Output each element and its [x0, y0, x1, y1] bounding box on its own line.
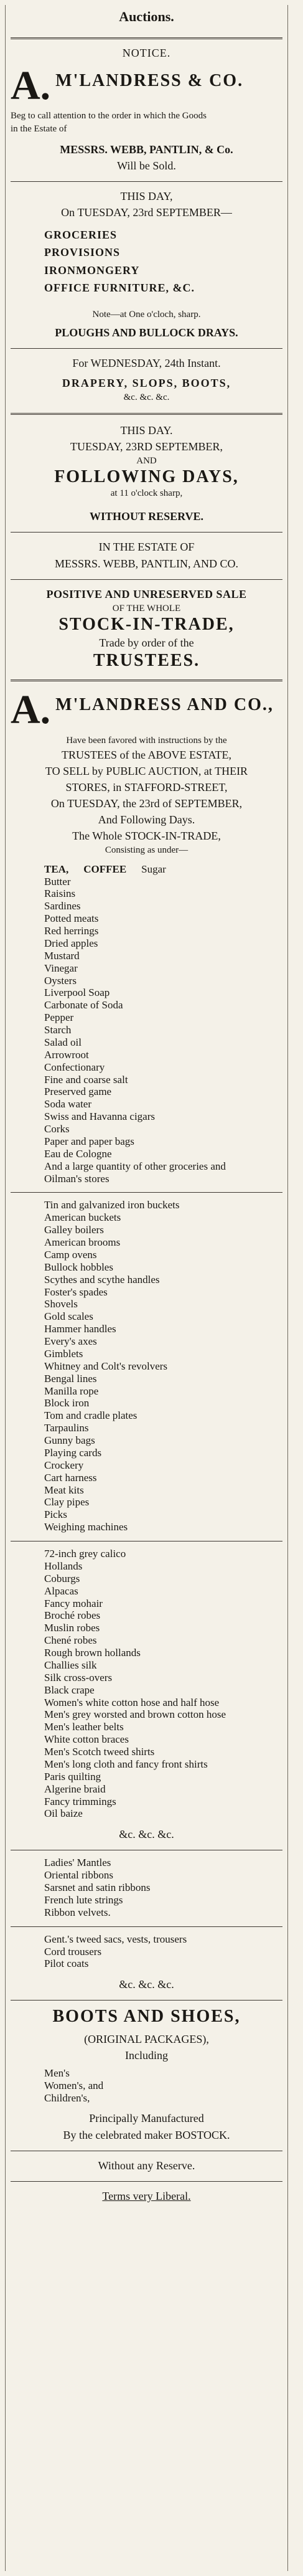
drapery-line: DRAPERY, SLOPS, BOOTS, — [62, 377, 231, 390]
list-item: Weighing machines — [44, 1521, 128, 1533]
list-item: Hammer handles — [44, 1323, 116, 1335]
list-item: Foster's spades — [44, 1286, 108, 1298]
goods-list — [44, 227, 282, 295]
third-notice-auctioneer-line — [11, 687, 282, 733]
list-item: Women's, and — [44, 2079, 104, 2091]
list-item: Paris quilting — [44, 1770, 101, 1783]
list-item: Playing cards — [44, 1446, 102, 1459]
sugar-label: Sugar — [141, 863, 166, 875]
list-item: Every's axes — [44, 1335, 97, 1348]
list-item: Ladies' Mantles — [44, 1857, 111, 1869]
auctioneer-name-2: M'LANDRESS AND CO., — [55, 695, 274, 715]
etc-line-2: &c. &c. &c. — [119, 1978, 174, 1991]
divider-1 — [11, 181, 282, 182]
list-item: Oil baize — [44, 1807, 83, 1820]
list-item: Pepper — [44, 1011, 74, 1024]
divider-13 — [11, 2181, 282, 2182]
divider-11 — [11, 2000, 282, 2001]
list-item: Shovels — [44, 1298, 78, 1310]
goods-item-groceries: GROCERIES — [44, 229, 118, 242]
stock-in-trade-heading: STOCK-IN-TRADE, — [58, 615, 235, 635]
divider-2 — [11, 348, 282, 349]
list-item: Confectionary — [44, 1061, 105, 1073]
intro-line-1: Have been favored with instructions by the — [66, 735, 227, 746]
list-item: And a large quantity of other groceries and — [44, 1160, 226, 1172]
original-packages: (ORIGINAL PACKAGES), — [84, 2032, 209, 2045]
divider-3 — [11, 413, 282, 415]
positive-sale: POSITIVE AND UNRESERVED SALE — [46, 587, 247, 600]
list-item: Gunny bags — [44, 1434, 95, 1447]
intro-line-3: TO SELL by PUBLIC AUCTION, at THEIR — [45, 764, 248, 777]
estate-heading-1: IN THE ESTATE OF — [98, 541, 195, 554]
list-item: Liverpool Soap — [44, 987, 110, 999]
list-item: Preserved game — [44, 1086, 112, 1098]
intro-line-6: And Following Days. — [98, 813, 195, 826]
auctioneer-name: M'LANDRESS & CO. — [55, 71, 244, 91]
divider-10 — [11, 1926, 282, 1927]
top-double-rule — [11, 37, 282, 39]
list-item: Challies silk — [44, 1659, 97, 1671]
second-this-day: THIS DAY. — [120, 424, 173, 437]
wednesday-line: For WEDNESDAY, 24th Instant. — [72, 357, 221, 370]
final-without-reserve: Without any Reserve. — [98, 2159, 195, 2172]
first-this-day: THIS DAY, — [120, 190, 173, 203]
intro-line-7: The Whole STOCK-IN-TRADE, — [72, 830, 221, 843]
list-item: Butter — [44, 875, 71, 888]
drapery-etc: &c. &c. &c. — [123, 392, 170, 403]
list-item: Manilla rope — [44, 1385, 99, 1397]
list-item: Rough brown hollands — [44, 1647, 141, 1659]
list-item: Men's leather belts — [44, 1721, 124, 1733]
list-item: Fine and coarse salt — [44, 1073, 128, 1086]
list-item: 72-inch grey calico — [44, 1548, 126, 1560]
list-item: Bullock hobbles — [44, 1261, 113, 1273]
coffee-label: COFFEE — [83, 863, 127, 875]
of-the-whole: OF THE WHOLE — [112, 603, 181, 613]
second-date: TUESDAY, 23RD SEPTEMBER, — [70, 440, 223, 453]
trustees-heading: TRUSTEES. — [93, 651, 200, 671]
list-item: Gent.'s tweed sacs, vests, trousers — [44, 1933, 187, 1945]
terms-line: Terms very Liberal. — [102, 2189, 191, 2202]
first-notice-heading: NOTICE. — [122, 47, 171, 60]
list-item: Mustard — [44, 949, 80, 962]
divider-6 — [11, 680, 282, 681]
list-item: Arrowroot — [44, 1048, 89, 1061]
list-item: Meat kits — [44, 1484, 84, 1496]
list-item: Oriental ribbons — [44, 1869, 113, 1882]
second-and: AND — [136, 455, 157, 466]
drop-cap-letter: A. — [11, 63, 51, 109]
intro-line-2: TRUSTEES of the ABOVE ESTATE, — [61, 748, 232, 761]
list-item: French lute strings — [44, 1893, 123, 1906]
ploughs-drays: PLOUGHS AND BULLOCK DRAYS. — [55, 326, 238, 339]
goods-item-ironmongery: IRONMONGERY — [44, 263, 140, 277]
list-item: Block iron — [44, 1397, 90, 1409]
list-item: Eau de Cologne — [44, 1147, 112, 1160]
list-item: American brooms — [44, 1236, 121, 1249]
section-title: Auctions. — [119, 9, 174, 24]
list-item: Tom and cradle plates — [44, 1409, 138, 1422]
list-item: Crockery — [44, 1459, 84, 1471]
list-item: Broché robes — [44, 1609, 101, 1622]
list-item: White cotton braces — [44, 1733, 129, 1746]
list-item: Cart harness — [44, 1471, 97, 1484]
list-item: Picks — [44, 1508, 67, 1521]
list-item: Oysters — [44, 974, 77, 987]
drapery-list — [44, 1548, 282, 1820]
groceries-list — [44, 863, 282, 1185]
list-item: Carbonate of Soda — [44, 999, 123, 1011]
list-item: Paper and paper bags — [44, 1135, 134, 1147]
list-item: Ribbon velvets. — [44, 1906, 111, 1918]
list-item: Bengal lines — [44, 1372, 97, 1385]
list-item: Chené robes — [44, 1634, 97, 1647]
list-item: Red herrings — [44, 925, 99, 937]
list-item: Men's Scotch tweed shirts — [44, 1746, 155, 1758]
including: Including — [125, 2048, 168, 2062]
drop-cap-letter-2: A. — [11, 687, 51, 733]
list-item: Starch — [44, 1024, 72, 1036]
list-item: Fancy mohair — [44, 1597, 103, 1609]
principally-manufactured: Principally Manufactured — [89, 2112, 204, 2125]
tea-label: TEA, — [44, 863, 69, 875]
list-item: Scythes and scythe handles — [44, 1273, 160, 1286]
list-item: Corks — [44, 1123, 70, 1135]
boots-list — [44, 2067, 282, 2105]
etc-line-1: &c. &c. &c. — [119, 1828, 174, 1841]
notice-text-line-1: Beg to call attention to the order in which the Goods — [11, 111, 207, 121]
first-notice-auctioneer-line — [11, 63, 282, 109]
following-days: FOLLOWING DAYS, — [54, 466, 239, 486]
divider-7 — [11, 1192, 282, 1193]
newspaper-column — [5, 5, 288, 2571]
list-item: Hollands — [44, 1560, 83, 1572]
divider-4 — [11, 532, 282, 533]
list-item: Vinegar — [44, 962, 78, 974]
list-item: Raisins — [44, 888, 76, 900]
second-without-reserve: WITHOUT RESERVE. — [89, 510, 204, 523]
boots-shoes-heading: BOOTS AND SHOES, — [52, 2007, 241, 2027]
list-item: Potted meats — [44, 912, 99, 925]
list-item: Gimblets — [44, 1347, 83, 1360]
list-item: Silk cross-overs — [44, 1671, 113, 1683]
list-item: Men's — [44, 2067, 70, 2079]
list-item: Clay pipes — [44, 1496, 90, 1508]
intro-line-5: On TUESDAY, the 23rd of SEPTEMBER, — [50, 797, 243, 810]
list-item: Algerine braid — [44, 1783, 106, 1795]
second-time: at 11 o'clock sharp, — [110, 488, 183, 499]
list-item: Men's grey worsted and brown cotton hose — [44, 1708, 226, 1721]
list-item: Gold scales — [44, 1310, 93, 1323]
notice-text-line-2: in the Estate of — [11, 123, 67, 134]
trade-order: Trade by order of the — [99, 637, 194, 650]
list-item: Black crape — [44, 1683, 95, 1696]
list-item: Men's long cloth and fancy front shirts — [44, 1758, 208, 1770]
list-item: Whitney and Colt's revolvers — [44, 1360, 168, 1372]
will-be-sold: Will be Sold. — [117, 159, 176, 173]
list-item: Alpacas — [44, 1584, 78, 1597]
list-item: Galley boilers — [44, 1224, 104, 1236]
intro-line-8: Consisting as under— — [105, 845, 189, 856]
fancy-goods-list — [44, 1857, 282, 1918]
first-note: Note—at One o'cloch, sharp. — [92, 309, 201, 320]
list-item: Pilot coats — [44, 1958, 89, 1970]
goods-item-provisions: PROVISIONS — [44, 246, 121, 259]
list-item: Fancy trimmings — [44, 1795, 116, 1807]
list-item: American buckets — [44, 1211, 121, 1224]
list-item: Sarsnet and satin ribbons — [44, 1882, 151, 1894]
intro-line-4: STORES, in STAFFORD-STREET, — [65, 781, 228, 794]
list-item: Camp ovens — [44, 1248, 97, 1261]
list-item: Tin and galvanized iron buckets — [44, 1199, 180, 1211]
goods-item-office-furniture: OFFICE FURNITURE, &C. — [44, 281, 195, 294]
groceries-heading — [44, 863, 282, 876]
list-item: Oilman's stores — [44, 1172, 110, 1185]
list-item: Soda water — [44, 1098, 92, 1110]
list-item: Swiss and Havanna cigars — [44, 1110, 155, 1123]
list-item: Muslin robes — [44, 1622, 100, 1634]
list-item: Children's, — [44, 2091, 90, 2104]
estate-name: MESSRS. WEBB, PANTLIN, & Co. — [60, 143, 233, 156]
first-date: On TUESDAY, 23rd SEPTEMBER— — [61, 206, 232, 219]
list-item: Dried apples — [44, 937, 98, 949]
clothing-list — [44, 1933, 282, 1971]
estate-heading-2: MESSRS. WEBB, PANTLIN, AND CO. — [54, 557, 239, 570]
list-item: Cord trousers — [44, 1945, 102, 1958]
list-item: Sardines — [44, 900, 81, 912]
list-item: Tarpaulins — [44, 1422, 89, 1434]
maker-line: By the celebrated maker BOSTOCK. — [63, 2128, 230, 2141]
list-item: Women's white cotton hose and half hose — [44, 1696, 220, 1708]
divider-5 — [11, 579, 282, 580]
ironmongery-list — [44, 1199, 282, 1533]
list-item: Salad oil — [44, 1036, 82, 1048]
list-item: Coburgs — [44, 1572, 80, 1584]
